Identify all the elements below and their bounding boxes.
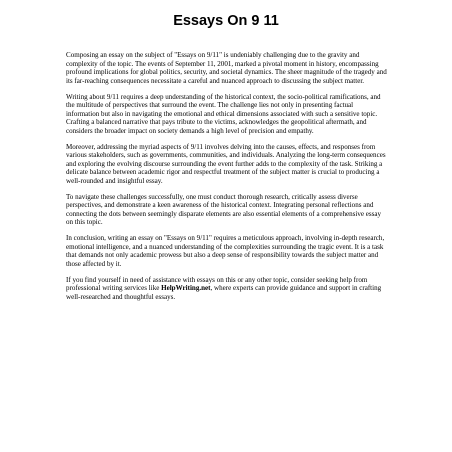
paragraph-intro: Composing an essay on the subject of "Essays on 9/11" is undeniably challenging due to the gravity and complexity of the topic. The events of September 11, 2001, marked a pivotal moment in history, encompassing profound implications for global politics, security, and societal dynamics. The sheer magnitude of the tragedy and its far-reaching consequences necessitate a careful and nuanced approach to discussing the subject matter. <box>66 51 387 85</box>
paragraph-moreover: Moreover, addressing the myriad aspects of 9/11 involves delving into the causes, effects, and responses from various stakeholders, such as governments, communities, and individuals. Analyzing the long-term consequences and exploring the evolving discourse surrounding the event further adds to the complexity of the task. Striking a delicate balance between academic rigor and respectful treatment of the subject matter is crucial to producing a well-rounded and insightful essay. <box>66 142 386 185</box>
document-body <box>66 51 387 309</box>
paragraph-navigate: To navigate these challenges successfully, one must conduct thorough research, critically assess diverse perspectives, and demonstrate a keen awareness of the historical context. Integrating personal reflections and connecting the dots between seemingly disparate elements are also essential elements of a comprehensive essay on this topic. <box>66 192 382 226</box>
helpwriting-link[interactable]: HelpWriting.net <box>161 284 211 292</box>
closing-text-after: , where experts can provide guidance and support in crafting well-researched and thoughtful essays. <box>66 284 382 301</box>
paragraph-writing: Writing about 9/11 requires a deep understanding of the historical context, the socio-political ramifications, and the multitude of perspectives that surround the event. The challenge lies not only in presenting factual information but also in navigating the emotional and ethical dimensions associated with such a sensitive topic. Crafting a balanced narrative that pays tribute to the victims, acknowledges the geopolitical aftermath, and considers the broader impact on society demands a high level of precision and empathy. <box>66 92 381 135</box>
closing-text-before: If you find yourself in need of assistance with essays on this or any other topic, consider seeking help from professional writing services like <box>66 275 368 292</box>
document-title: Essays On 9 11 <box>173 13 279 29</box>
paragraph-closing <box>66 276 387 302</box>
paragraph-conclusion: In conclusion, writing an essay on "Essays on 9/11" requires a meticulous approach, involving in-depth research, emotional intelligence, and a nuanced understanding of the complexities surrounding the tragic event. It is a task that demands not only academic prowess but also a deep sense of responsibility towards the subject matter and those affected by it. <box>66 234 385 268</box>
